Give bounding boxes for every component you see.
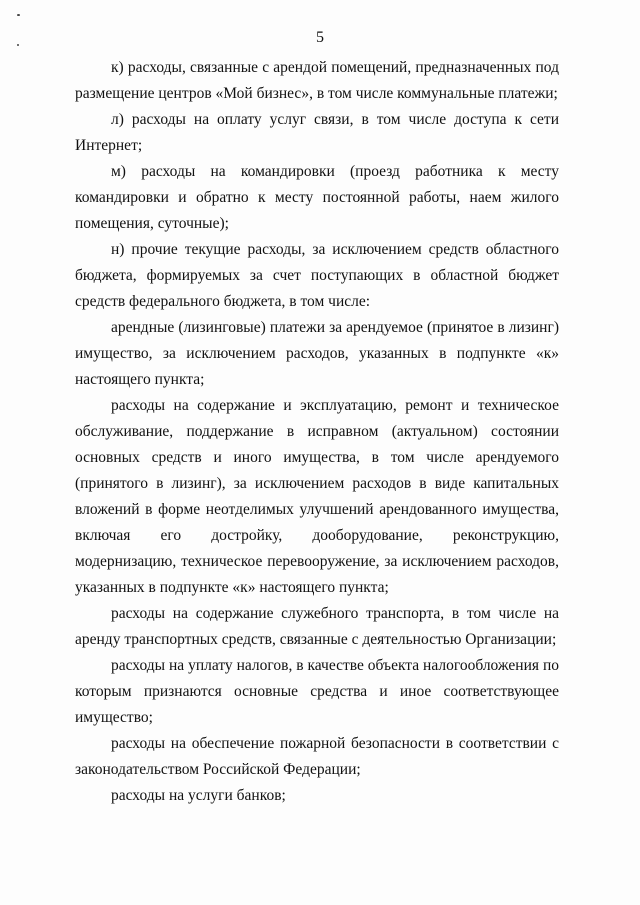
paragraph-l: л) расходы на оплату услуг связи, в том числе доступа к сети Интернет; [75, 111, 559, 154]
paragraph-transport: расходы на содержание служебного транспорта, в том числе на аренду транспортных средств, связанные с деятельностью Организации; [75, 605, 559, 648]
paragraph-m: м) расходы на командировки (проезд работника к месту командировки и обратно к месту постоянной работы, наем жилого помещения, суточные); [75, 163, 559, 232]
document-body [75, 55, 559, 809]
paragraph-n: н) прочие текущие расходы, за исключением средств областного бюджета, формируемых за счет поступающих в областной бюджет средств федерального бюджета, в том числе: [75, 241, 559, 310]
paragraph-fire-safety: расходы на обеспечение пожарной безопасности в соответствии с законодательством Российской Федерации; [75, 735, 559, 778]
paragraph-k: к) расходы, связанные с арендой помещений, предназначенных под размещение центров «Мой бизнес», в том числе коммунальные платежи; [75, 59, 559, 102]
paragraph-bank-services: расходы на услуги банков; [111, 787, 286, 804]
paragraph-maintenance: расходы на содержание и эксплуатацию, ремонт и техническое обслуживание, поддержание в исправном (актуальном) состоянии основных средств и иного имущества, в том числе арендуемого (принятого в лизинг), за исключением расходов в виде капитальных вложений в форме неотделимых улучшений арендованного имущества, включая его достройку, дооборудование, реконструкцию, модернизацию, техническое перевооружение, за исключением расходов, указанных в подпункте «к» настоящего пункта; [75, 397, 559, 596]
scan-speck [17, 14, 20, 16]
page-number: 5 [316, 29, 324, 46]
paragraph-lease-payments: арендные (лизинговые) платежи за арендуемое (принятое в лизинг) имущество, за исключением расходов, указанных в подпункте «к» настоящего пункта; [75, 319, 559, 388]
paragraph-taxes: расходы на уплату налогов, в качестве объекта налогообложения по которым признаются основные средства и иное соответствующее имущество; [75, 657, 559, 726]
